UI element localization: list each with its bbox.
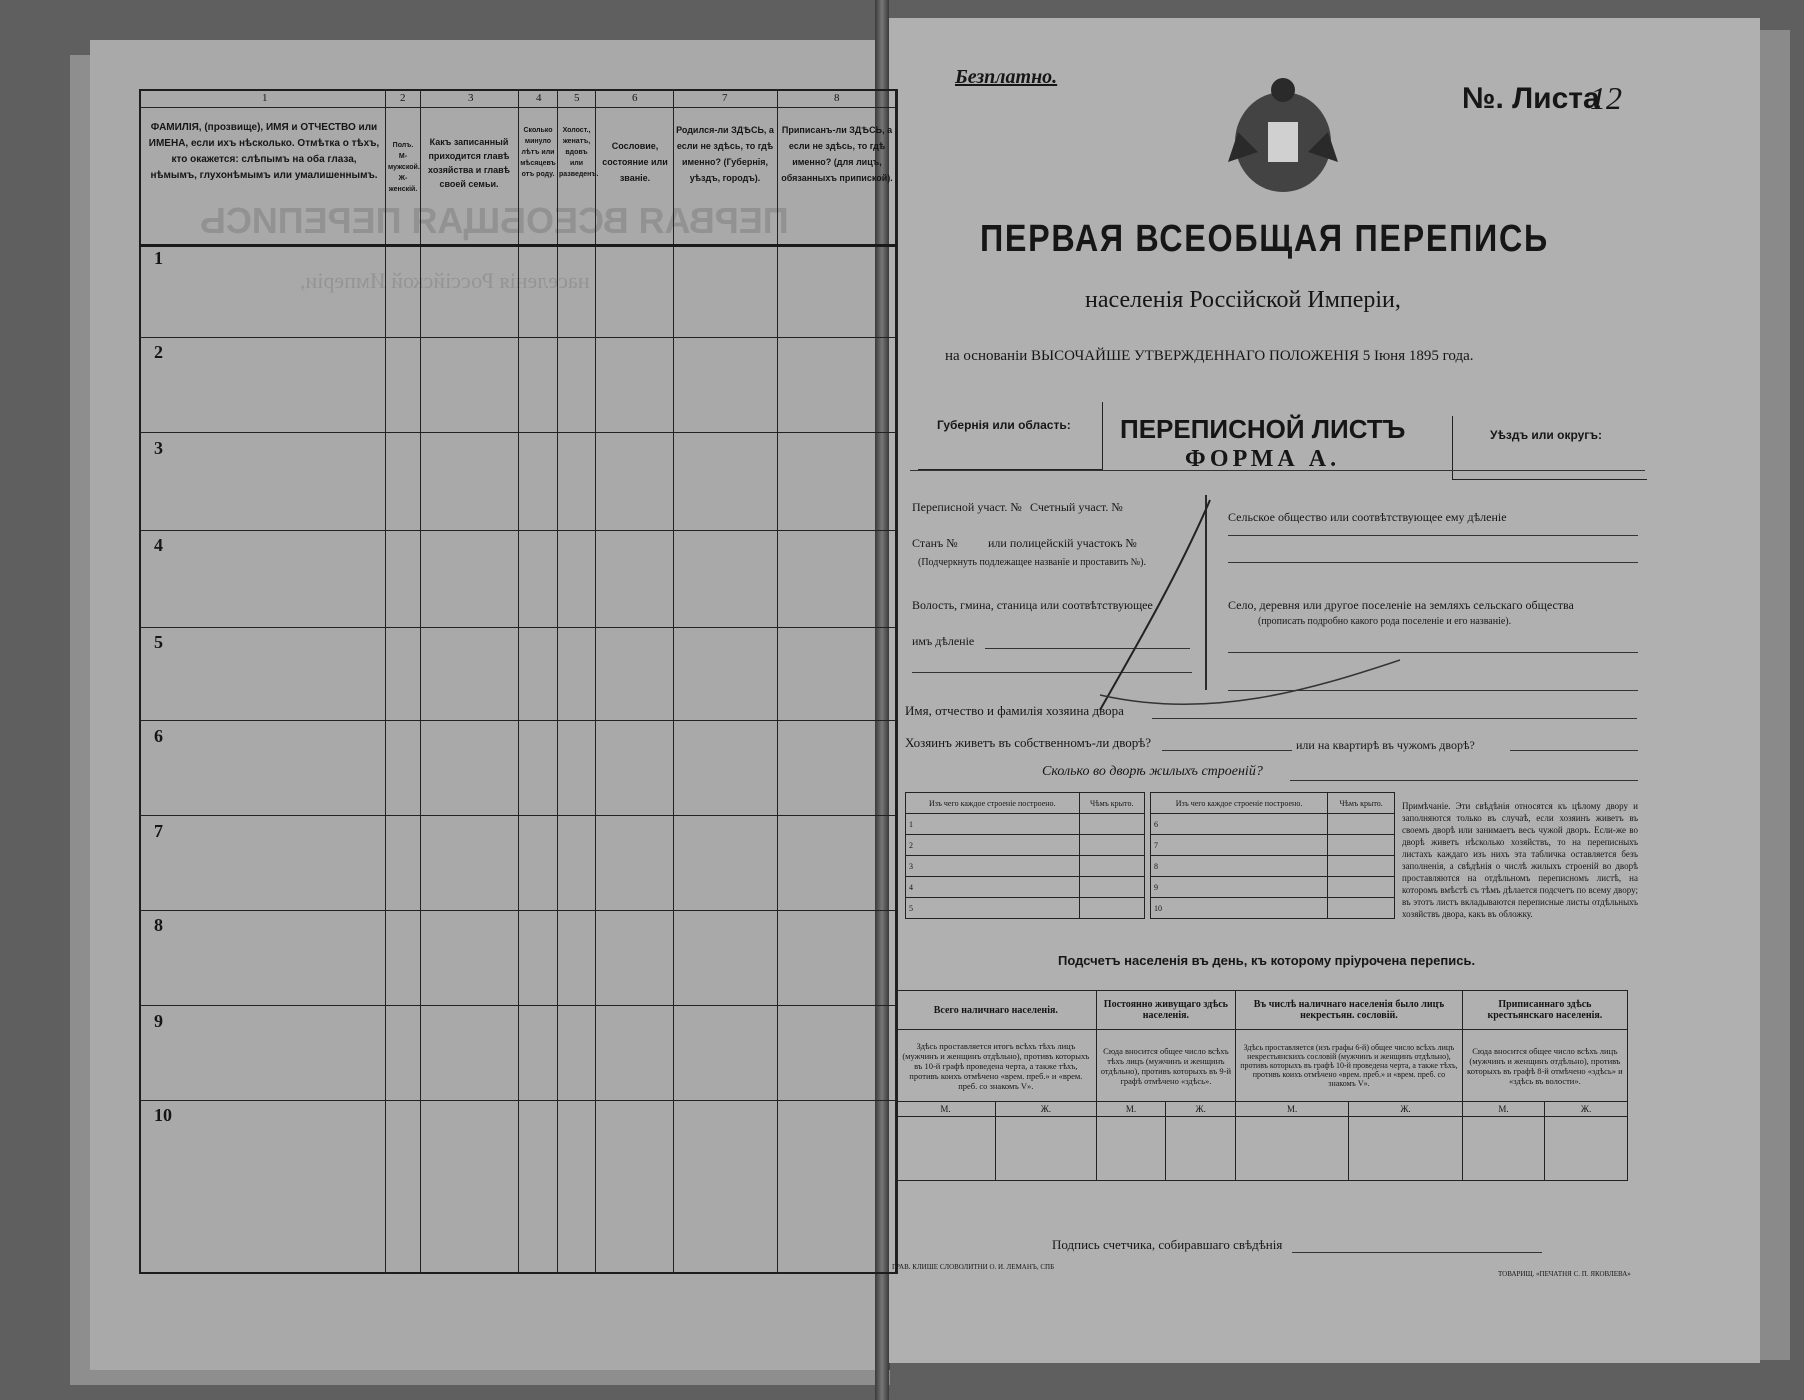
pop-header-non-peasant: Въ числѣ наличнаго населенія было лицъ некрестьян. сословій. [1236,991,1463,1030]
pop-desc: Здѣсь проставляется (изъ графы 6-й) общее число всѣхъ лицъ некрестьянскихъ сословій (мужчинъ и женщинъ отдѣльно), противъ которыхъ въ графѣ 10-й проведена черта, а также тѣхъ, противъ коихъ отмѣчено «врем. преб.» и «врем. преб. со знакомъ V». [1236,1030,1463,1102]
header-marital: Холост., женатъ, вдовъ или разведенъ. [559,127,599,178]
owner-name-label: Имя, отчество и фамилія хозяина двора [905,703,1124,718]
header-relation: Какъ записанный приходится главѣ хозяйства и главѣ своей семьи. [428,137,510,189]
volost-label-2: имъ дѣленіе [912,634,975,648]
census-subtitle: населенія Россійской Имперіи, [1085,287,1401,313]
row-number: 1 [154,248,163,268]
header-registered-here: Приписанъ-ли ЗДѢСЬ, а если не здѣсь, то гдѣ именно? (для лицъ, обязанныхъ припиской). [781,125,893,183]
sex-f: Ж. [1166,1102,1236,1117]
settlement-note: (прописать подробно какого рода поселеніе и его названіе). [1258,616,1512,627]
form-subtitle: ФОРМА А. [1185,446,1341,472]
sex-f: Ж. [1349,1102,1463,1117]
census-area-label: Переписной участ. № [912,500,1022,514]
sex-m: М. [1096,1102,1166,1117]
signature-label: Подпись счетчика, собиравшаго свѣдѣнія [1052,1237,1283,1252]
pop-header-permanent: Постоянно живущаго здѣсь населенія. [1096,991,1235,1030]
sex-m: М. [896,1102,996,1117]
header-name: ФАМИЛІЯ, (прозвище), ИМЯ и ОТЧЕСТВО или ИМЕНА, если ихъ нѣсколько. Отмѣтка о тѣхъ, кто окажется: слѣпымъ на оба глаза, нѣмымъ, глухонѣмымъ или умалишеннымъ. [148,122,380,181]
province-box [918,402,1103,470]
row-number: 8 [154,915,163,935]
column-number: 4 [536,92,542,104]
province-label: Губернія или область: [937,418,1071,432]
sheet-number-value: 12 [1590,80,1622,116]
volost-label: Волость, гмина, станица или соотвѣтствующее [912,598,1153,612]
sex-f: Ж. [996,1102,1097,1117]
column-number: 2 [400,92,406,104]
bt-header-material: Изъ чего каждое строеніе построено. [906,793,1080,814]
bt-header-material: Изъ чего каждое строеніе построено. [1151,793,1328,814]
census-basis: на основаніи ВЫСОЧАЙШЕ УТВЕРЖДЕННАГО ПОЛОЖЕНІЯ 5 Іюня 1895 года. [945,348,1474,364]
row-number: 5 [154,632,163,652]
owner-lives-label: Хозяинъ живетъ въ собственномъ-ли дворѣ? [905,735,1152,750]
count-area-label: Счетный участ. № [1030,500,1123,514]
buildings-note: Примѣчаніе. Эти свѣдѣнія относятся къ цѣлому двору и заполняются только въ случаѣ, если хозяинъ живетъ въ своемъ дворѣ или занимаетъ весь чужой дворъ. Если-же во дворѣ живетъ нѣсколько хозяйствъ, то на переписныхъ листахъ каждаго изъ нихъ эта табличка оставляется безъ заполненія, а свѣдѣнія о числѣ жилыхъ строеній во дворѣ проставляются на отдѣльномъ переписномъ листѣ, на которомъ вмѣстѣ съ тѣмъ дѣлается подсчетъ по всему двору; въ этотъ листъ вкладываются переписные листы отдѣльныхъ хозяйствъ двора, какъ въ обложку. [1402,801,1638,919]
stan-label: Станъ № [912,536,958,550]
bt-header-roof: Чѣмъ крыто. [1079,793,1145,814]
ghost-title: ПЕРВАЯ ВСЕОБЩАЯ ПЕРЕПИСЬ [200,200,789,241]
buildings-table-left: Изъ чего каждое строеніе построено. Чѣмъ крыто. 1 2 3 4 5 [905,792,1145,919]
header-born-here: Родился-ли ЗДѢСЬ, а если не здѣсь, то гдѣ именно? (Губернія, уѣздъ, городъ). [676,125,774,183]
village-society-label: Сельское общество или соотвѣтствующее ему дѣленіе [1228,510,1507,524]
population-table [895,990,1628,1181]
printer-right: ТОВАРИЩ. «ПЕЧАТНЯ С. П. ЯКОВЛЕВА» [1498,1270,1631,1278]
row-number: 2 [154,342,163,362]
header-estate: Сословие, состояние или званіе. [602,141,668,183]
row-number: 3 [154,438,163,458]
buildings-count-label: Сколько во дворѣ жилыхъ строеній? [1042,764,1263,779]
row-number: 7 [154,821,163,841]
column-number: 7 [722,92,728,104]
row-number: 10 [154,1105,172,1125]
sex-f: Ж. [1545,1102,1628,1117]
row-number: 6 [154,726,163,746]
column-number: 5 [574,92,580,104]
stan-note: (Подчеркнуть подлежащее названіе и проставить №). [918,557,1146,568]
form-title: ПЕРЕПИСНОЙ ЛИСТЪ [1120,414,1406,444]
header-age: Сколько минуло лѣтъ или мѣсяцевъ отъ роду. [520,127,556,178]
form-divider [910,470,1645,471]
ghost-subtitle: населенія Россійской Имперіи, [300,268,590,293]
printer-left: ГРАВ. КЛИШЕ СЛОВОЛИТНИ О. И. ЛЕМАНЪ, СПБ [892,1263,1055,1271]
buildings-table-right: Изъ чего каждое строеніе построено. Чѣмъ крыто. 6 7 8 9 10 [1150,792,1395,919]
column-number: 8 [834,92,840,104]
settlement-label: Село, деревня или другое поселеніе на земляхъ сельскаго общества [1228,598,1574,612]
header-sex: Полъ. М-мужской. Ж-женскій. [388,142,420,193]
column-number: 6 [632,92,638,104]
sex-m: М. [1236,1102,1349,1117]
column-number: 1 [262,92,268,104]
sheet-number-label: №. Листа [1462,82,1600,115]
pop-desc: Сюда вносится общее число всѣхъ тѣхъ лицъ (мужчинъ и женщинъ отдѣльно), противъ которыхъ въ 9-й графѣ отмѣчено «здѣсь». [1096,1030,1235,1102]
pop-header-registered: Приписаннаго здѣсь крестьянскаго населенія. [1462,991,1627,1030]
eagle-emblem [1228,72,1338,202]
row-number: 9 [154,1011,163,1031]
handwritten-strokes-icon [1060,490,1420,720]
bt-header-roof: Чѣмъ крыто. [1328,793,1395,814]
pop-header-total: Всего наличнаго населенія. [896,991,1097,1030]
column-number: 3 [468,92,474,104]
pop-desc: Здѣсь проставляется итогъ всѣхъ тѣхъ лицъ (мужчинъ и женщинъ отдѣльно), противъ которыхъ въ 10-й графѣ проведена черта, а также тѣхъ, противъ коихъ отмѣчено «врем. преб.» и «врем. преб. со знакомъ V». [896,1030,1097,1102]
pop-desc: Сюда вносится общее число всѣхъ лицъ (мужчинъ и женщинъ отдѣльно), противъ которыхъ въ графѣ 8-й отмѣчено «здѣсь» и «здѣсь въ волости». [1462,1030,1627,1102]
or-flat-label: или на квартирѣ въ чужомъ дворѣ? [1296,738,1475,752]
row-number: 4 [154,535,163,555]
police-label: или полицейскій участокъ № [988,536,1137,550]
sex-m: М. [1462,1102,1544,1117]
district-label: Уѣздъ или округъ: [1490,428,1603,442]
free-label: Безплатно. [955,66,1058,88]
census-title: ПЕРВАЯ ВСЕОБЩАЯ ПЕРЕПИСЬ [980,218,1549,260]
population-title: Подсчетъ населенія въ день, къ которому пріурочена перепись. [1058,953,1476,968]
